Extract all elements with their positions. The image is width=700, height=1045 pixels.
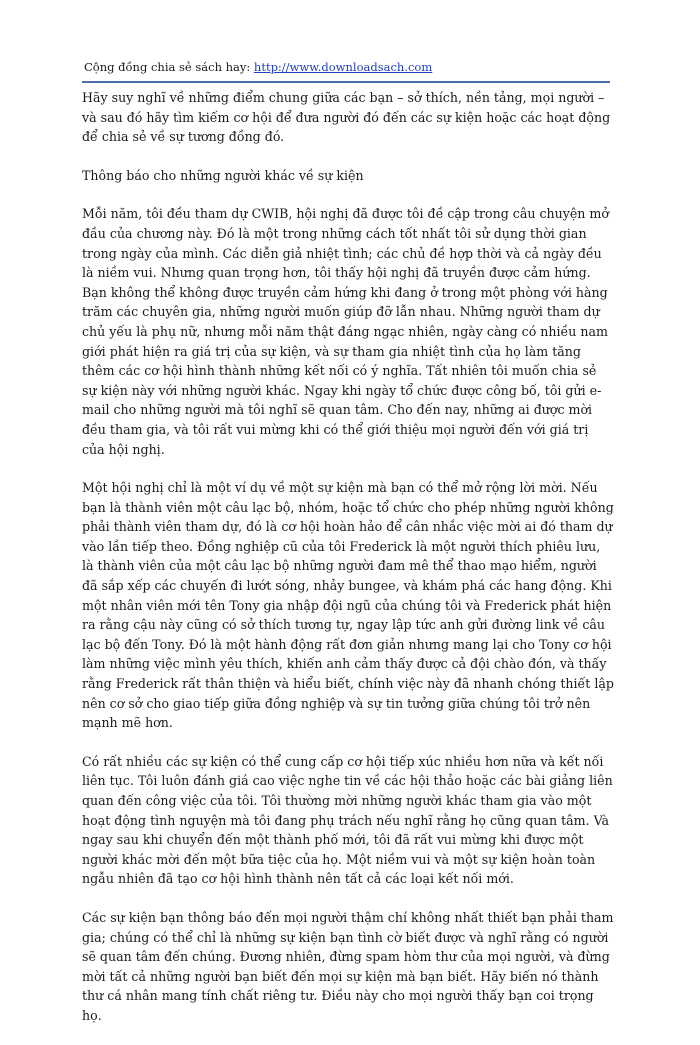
body-text bbox=[82, 88, 614, 1045]
header-divider bbox=[82, 81, 610, 83]
download-link[interactable]: http://www.downloadsach.com bbox=[253, 60, 433, 74]
page-header bbox=[84, 60, 432, 74]
paragraph-intro: Hãy suy nghĩ về những điểm chung giữa các bạn – sở thích, nền tảng, mọi người – và sau đó hãy tìm kiếm cơ hội để đưa người đó đến các sự kiện hoặc các hoạt động để chia sẻ về sự tương đồng đó. bbox=[82, 90, 611, 145]
paragraph-notify: Các sự kiện bạn thông báo đến mọi người thậm chí không nhất thiết bạn phải tham gia; chúng có thể chỉ là những sự kiện bạn tình cờ biết được và nghĩ rằng có người sẽ quan tâm đến chúng. Đương nhiên, đừng spam hòm thư của mọi người, và đừng mời tất cả những người bạn biết đến mọi sự kiện mà bạn biết. Hãy biến nó thành thư cá nhân mang tính chất riêng tư. Điều này cho mọi người thấy bạn coi trọng họ. bbox=[82, 909, 614, 1023]
section-heading: Thông báo cho những người khác về sự kiện bbox=[82, 167, 364, 183]
header-prefix: Cộng đồng chia sẻ sách hay: bbox=[84, 60, 254, 74]
paragraph-frederick: Một hội nghị chỉ là một ví dụ về một sự kiện mà bạn có thể mở rộng lời mời. Nếu bạn là thành viên một câu lạc bộ, nhóm, hoặc tổ chức cho phép những người không phải thành viên tham dự, đó là cơ hội hoàn hảo để cân nhắc việc mời ai đó tham dự vào lần tiếp theo. Đồng nghiệp cũ của tôi Frederick là một người thích phiêu lưu, là thành viên của một câu lạc bộ những người đam mê thể thao mạo hiểm, người đã sắp xếp các chuyến đi lướt sóng, nhảy bungee, và khám phá các hang động. Khi một nhân viên mới tên Tony gia nhập đội ngũ của chúng tôi và Frederick phát hiện ra rằng cậu này cũng có sở thích tương tự, ngay lập tức anh gửi đường link về câu lạc bộ đến Tony. Đó là một hành động rất đơn giản nhưng mang lại cho Tony cơ hội làm những việc mình yêu thích, khiến anh cảm thấy được cả đội chào đón, và thấy rằng Frederick rất thân thiện và hiểu biết, chính việc này đã nhanh chóng thiết lập nên cơ sở cho giao tiếp giữa đồng nghiệp và sự tin tưởng giữa chúng tôi trở nên mạnh mẽ hơn. bbox=[82, 480, 614, 731]
paragraph-cwib: Mỗi năm, tôi đều tham dự CWIB, hội nghị đã được tôi đề cập trong câu chuyện mở đầu của chương này. Đó là một trong những cách tốt nhất tôi sử dụng thời gian trong ngày của mình. Các diễn giả nhiệt tình; các chủ đề hợp thời và cả ngày đều là niềm vui. Nhưng quan trọng hơn, tôi thấy hội nghị đã truyền được cảm hứng. Bạn không thể không được truyền cảm hứng khi đang ở trong một phòng với hàng trăm các chuyên gia, những người muốn giúp đỡ lẫn nhau. Những người tham dự chủ yếu là phụ nữ, nhưng mỗi năm thật đáng ngạc nhiên, ngày càng có nhiều nam giới phát hiện ra giá trị của sự kiện, và sự tham gia nhiệt tình của họ làm tăng thêm các cơ hội hình thành những kết nối có ý nghĩa. Tất nhiên tôi muốn chia sẻ sự kiện này với những người khác. Ngay khi ngày tổ chức được công bố, tôi gửi e-mail cho những người mà tôi nghĩ sẽ quan tâm. Cho đến nay, những ai được mời đều tham gia, và tôi rất vui mừng khi có thể giới thiệu mọi người đến với giá trị của hội nghị. bbox=[82, 206, 609, 457]
paragraph-events: Có rất nhiều các sự kiện có thể cung cấp cơ hội tiếp xúc nhiều hơn nữa và kết nối liên tục. Tôi luôn đánh giá cao việc nghe tin về các hội thảo hoặc các bài giảng liên quan đến công việc của tôi. Tôi thường mời những người khác tham gia vào một hoạt động tình nguyện mà tôi đang phụ trách nếu nghĩ rằng họ cũng quan tâm. Và ngay sau khi chuyển đến một thành phố mới, tôi đã rất vui mừng khi được một người khác mời đến một bữa tiệc của họ. Một niềm vui và một sự kiện hoàn toàn ngẫu nhiên đã tạo cơ hội hình thành nên tất cả các loại kết nối mới. bbox=[82, 753, 613, 887]
